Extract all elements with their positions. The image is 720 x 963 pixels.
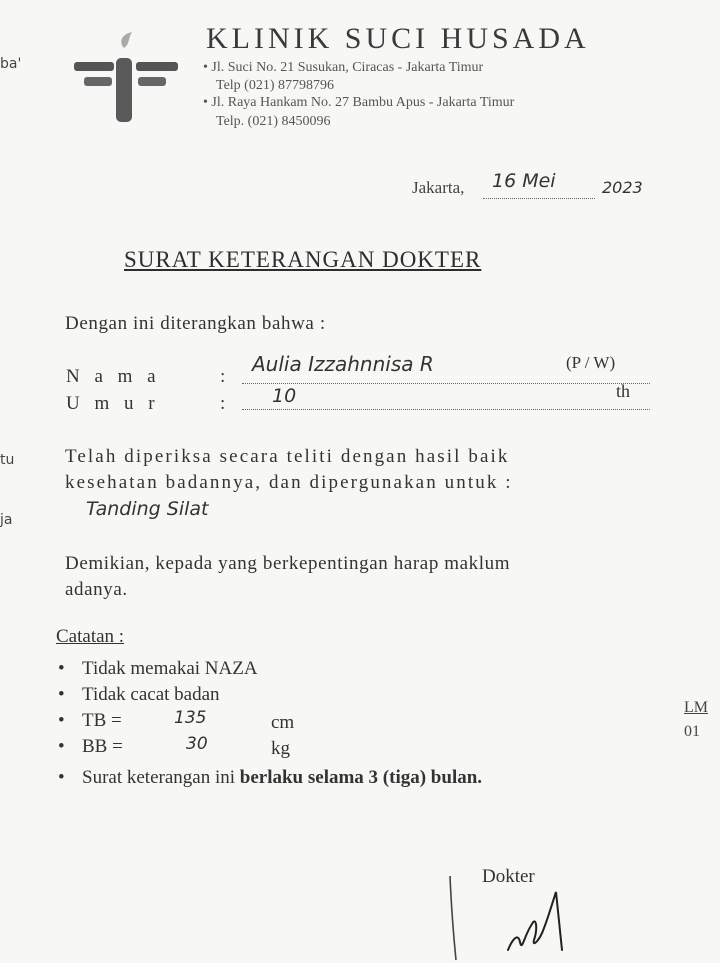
age-colon: : xyxy=(220,393,226,414)
note-item-validity: • Surat keterangan ini berlaku selama 3 (tiga) bulan. xyxy=(58,767,483,788)
name-label: N a m a xyxy=(66,366,161,387)
closing-line-2: adanya. xyxy=(65,579,128,600)
margin-fragment: 01 xyxy=(684,723,700,740)
clinic-logo xyxy=(70,30,182,126)
bb-unit: kg xyxy=(271,738,290,759)
date-year: 2023 xyxy=(602,178,643,197)
clinic-name: KLINIK SUCI HUSADA xyxy=(206,22,590,55)
date-line xyxy=(412,178,464,198)
margin-fragment: tu xyxy=(0,452,15,468)
bb-value: 30 xyxy=(186,734,208,754)
notes-heading: Catatan : xyxy=(56,626,125,647)
note-item-tb: • TB = xyxy=(58,710,122,731)
closing-line-1: Demikian, kepada yang berkepentingan harap maklum xyxy=(65,553,511,574)
note-item: • Tidak cacat badan xyxy=(58,684,220,705)
note-item-bb: • BB = xyxy=(58,736,123,757)
note-item: • Tidak memakai NAZA xyxy=(58,658,258,679)
age-unit: th xyxy=(616,381,631,401)
intro-text: Dengan ini diterangkan bahwa : xyxy=(65,313,326,334)
tb-unit: cm xyxy=(271,712,295,733)
age-value: 10 xyxy=(272,385,297,407)
date-place: Jakarta, xyxy=(412,178,465,197)
clinic-address-2: • Jl. Raya Hankam No. 27 Bambu Apus - Jakarta Timur xyxy=(203,95,515,110)
tb-value: 135 xyxy=(174,708,207,728)
margin-fragment: LM xyxy=(684,699,708,716)
date-day-month: 16 Mei xyxy=(492,170,556,192)
clinic-phone-2: Telp. (021) 8450096 xyxy=(216,114,331,129)
name-gender-suffix: (P / W) xyxy=(566,353,616,372)
body-line-2: kesehatan badannya, dan dipergunakan untuk : xyxy=(65,472,513,493)
purpose-value: Tanding Silat xyxy=(86,498,209,520)
name-value: Aulia Izzahnnisa R xyxy=(252,352,434,376)
clinic-phone-1: Telp (021) 87798796 xyxy=(216,78,335,93)
clinic-address-1: • Jl. Suci No. 21 Susukan, Ciracas - Jakarta Timur xyxy=(203,60,484,75)
body-line-1: Telah diperiksa secara teliti dengan hasil baik xyxy=(65,446,510,467)
doctor-signature xyxy=(440,870,580,963)
name-colon: : xyxy=(220,366,226,387)
margin-fragment: ba' xyxy=(0,56,22,72)
age-label: U m u r xyxy=(66,393,160,414)
signature-label: Dokter xyxy=(482,866,535,887)
document-title: SURAT KETERANGAN DOKTER xyxy=(124,247,482,272)
margin-fragment: ja xyxy=(0,512,13,528)
